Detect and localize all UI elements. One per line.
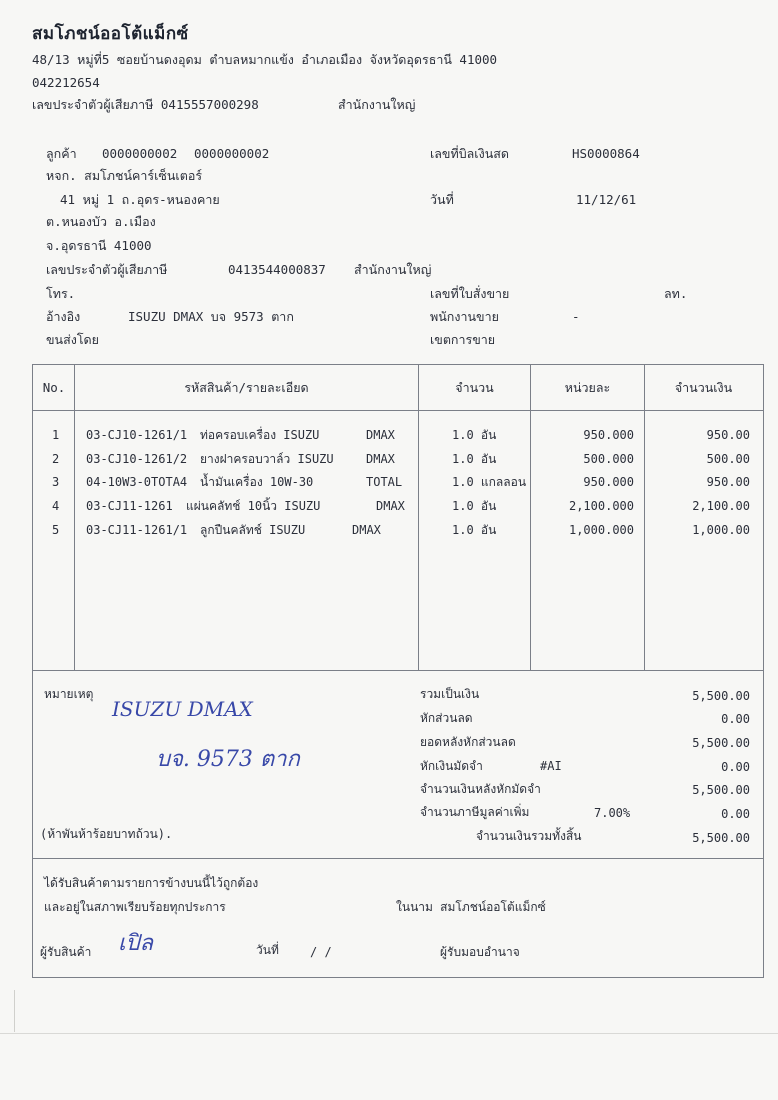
row-quantity: 1.0 อัน: [452, 428, 497, 442]
after-discount-value: 5,500.00: [692, 736, 750, 750]
customer-branch: สำนักงานใหญ่: [354, 262, 432, 277]
scan-edge-line: [0, 1033, 778, 1034]
salesperson-value: -: [572, 309, 580, 324]
reference-value: ISUZU DMAX บจ 9573 ตาก: [128, 309, 294, 324]
row-model: DMAX: [352, 523, 381, 537]
on-behalf-of-company: ในนาม สมโภชน์ออโต้แม็กซ์: [396, 900, 546, 914]
table-bottom-divider: [33, 670, 763, 671]
discount-value: 0.00: [721, 712, 750, 726]
receiver-signature: เปิล: [118, 931, 153, 956]
row-code: 04-10W3-0TOTA4: [86, 475, 188, 489]
row-no: 5: [52, 523, 60, 537]
row-description: แผ่นคลัทช์ 10นิ้ว ISUZU: [186, 499, 321, 513]
customer-address2: ต.หนองบัว อ.เมือง: [46, 214, 156, 229]
scan-edge-mark: [14, 990, 15, 1032]
handwritten-vehicle-model: ISUZU DMAX: [112, 697, 253, 721]
row-quantity: 1.0 อัน: [452, 452, 497, 466]
row-code: 03-CJ10-1261/1: [86, 428, 188, 442]
row-no: 3: [52, 475, 60, 489]
table-header-divider: [33, 410, 763, 411]
customer-code2: 0000000002: [194, 146, 270, 161]
vat-label: จำนวนภาษีมูลค่าเพิ่ม: [420, 805, 530, 819]
row-amount: 500.00: [706, 452, 750, 466]
bill-number: HS0000864: [572, 146, 640, 161]
row-model: TOTAL: [366, 475, 403, 489]
customer-tax-id: 0413544000837: [228, 262, 326, 277]
row-unit-price: 1,000.000: [568, 523, 634, 537]
receive-date-blank: / /: [310, 945, 332, 959]
col-divider-no: [74, 365, 75, 670]
company-tax-id: เลขประจำตัวผู้เสียภาษี 0415557000298: [32, 97, 259, 112]
row-amount: 950.00: [706, 475, 750, 489]
amount-in-words: (ห้าพันห้าร้อยบาทถ้วน).: [40, 827, 173, 841]
row-unit-price: 950.000: [583, 428, 634, 442]
customer-tax-label: เลขประจำตัวผู้เสียภาษี: [46, 262, 168, 277]
header-unit-price: หน่วยละ: [564, 380, 611, 395]
col-divider-desc: [418, 365, 419, 670]
company-phone: 042212654: [32, 75, 100, 90]
order-number-label: เลขที่ใบสั่งขาย: [430, 286, 510, 301]
footer-divider: [33, 858, 763, 859]
company-name: สมโภชน์ออโต้แม็กซ์: [32, 24, 189, 44]
reference-label: อ้างอิง: [46, 309, 81, 324]
row-amount: 950.00: [706, 428, 750, 442]
date-label: วันที่: [430, 192, 454, 207]
deposit-label: หักเงินมัดจำ: [420, 759, 483, 773]
deposit-value: 0.00: [721, 760, 750, 774]
receiver-label: ผู้รับสินค้า: [40, 945, 92, 959]
row-quantity: 1.0 อัน: [452, 523, 497, 537]
deposit-reference: #AI: [540, 759, 562, 773]
header-amount: จำนวนเงิน: [674, 380, 733, 395]
header-description: รหัสสินค้า/รายละเอียด: [184, 380, 309, 395]
sales-area-label: เขตการขาย: [430, 332, 496, 347]
receive-date-label: วันที่: [256, 943, 279, 957]
bill-number-label: เลขที่บิลเงินสด: [430, 146, 509, 161]
received-statement-2: และอยู่ในสภาพเรียบร้อยทุกประการ: [44, 900, 226, 914]
remarks-label: หมายเหตุ: [44, 687, 94, 701]
row-no: 4: [52, 499, 60, 513]
col-divider-price: [644, 365, 645, 670]
company-branch: สำนักงานใหญ่: [338, 97, 416, 112]
row-description: ท่อครอบเครื่อง ISUZU: [200, 428, 320, 442]
row-unit-price: 2,100.000: [568, 499, 634, 513]
after-deposit-label: จำนวนเงินหลังหักมัดจำ: [420, 782, 541, 796]
discount-label: หักส่วนลด: [420, 711, 473, 725]
row-quantity: 1.0 แกลลอน: [452, 475, 527, 489]
row-unit-price: 500.000: [583, 452, 634, 466]
row-description: ยางฝาครอบวาล์ว ISUZU: [200, 452, 334, 466]
header-no: No.: [42, 380, 66, 395]
row-description: ลูกปืนคลัทช์ ISUZU: [200, 523, 306, 537]
order-suffix: ลท.: [664, 286, 688, 301]
row-description: น้ำมันเครื่อง 10W-30: [200, 475, 314, 489]
row-model: DMAX: [366, 428, 395, 442]
received-statement-1: ได้รับสินค้าตามรายการข้างบนนี้ไว้ถูกต้อง: [44, 876, 259, 890]
vat-rate: 7.00%: [594, 806, 631, 820]
col-divider-qty: [530, 365, 531, 670]
salesperson-label: พนักงานขาย: [430, 309, 499, 324]
customer-label: ลูกค้า: [46, 146, 77, 161]
row-amount: 2,100.00: [692, 499, 750, 513]
subtotal-value: 5,500.00: [692, 689, 750, 703]
customer-name: หจก. สมโภชน์คาร์เซ็นเตอร์: [46, 168, 203, 183]
row-model: DMAX: [376, 499, 405, 513]
vat-value: 0.00: [721, 807, 750, 821]
row-amount: 1,000.00: [692, 523, 750, 537]
row-quantity: 1.0 อัน: [452, 499, 497, 513]
row-code: 03-CJ11-1261: [86, 499, 173, 513]
after-discount-label: ยอดหลังหักส่วนลด: [420, 735, 516, 749]
row-code: 03-CJ11-1261/1: [86, 523, 188, 537]
bill-date: 11/12/61: [576, 192, 637, 207]
subtotal-label: รวมเป็นเงิน: [420, 687, 480, 701]
row-unit-price: 950.000: [583, 475, 634, 489]
shipping-label: ขนส่งโดย: [46, 332, 99, 347]
company-address: 48/13 หมู่ที่5 ซอยบ้านดงอุดม ตำบลหมากแข้ง อำเภอเมือง จังหวัดอุดรธานี 41000: [32, 52, 498, 67]
authorized-person-label: ผู้รับมอบอำนาจ: [440, 945, 520, 959]
grand-total-label: จำนวนเงินรวมทั้งสิ้น: [476, 829, 582, 843]
header-quantity: จำนวน: [455, 380, 494, 395]
customer-address1: 41 หมู่ 1 ถ.อุดร-หนองคาย: [60, 192, 220, 207]
row-model: DMAX: [366, 452, 395, 466]
customer-code1: 0000000002: [102, 146, 178, 161]
customer-phone-label: โทร.: [46, 286, 76, 301]
grand-total-value: 5,500.00: [692, 831, 750, 845]
row-code: 03-CJ10-1261/2: [86, 452, 188, 466]
handwritten-license-plate: บจ. 9573 ตาก: [156, 747, 300, 772]
after-deposit-value: 5,500.00: [692, 783, 750, 797]
row-no: 2: [52, 452, 60, 466]
customer-address3: จ.อุดรธานี 41000: [46, 238, 152, 253]
row-no: 1: [52, 428, 60, 442]
